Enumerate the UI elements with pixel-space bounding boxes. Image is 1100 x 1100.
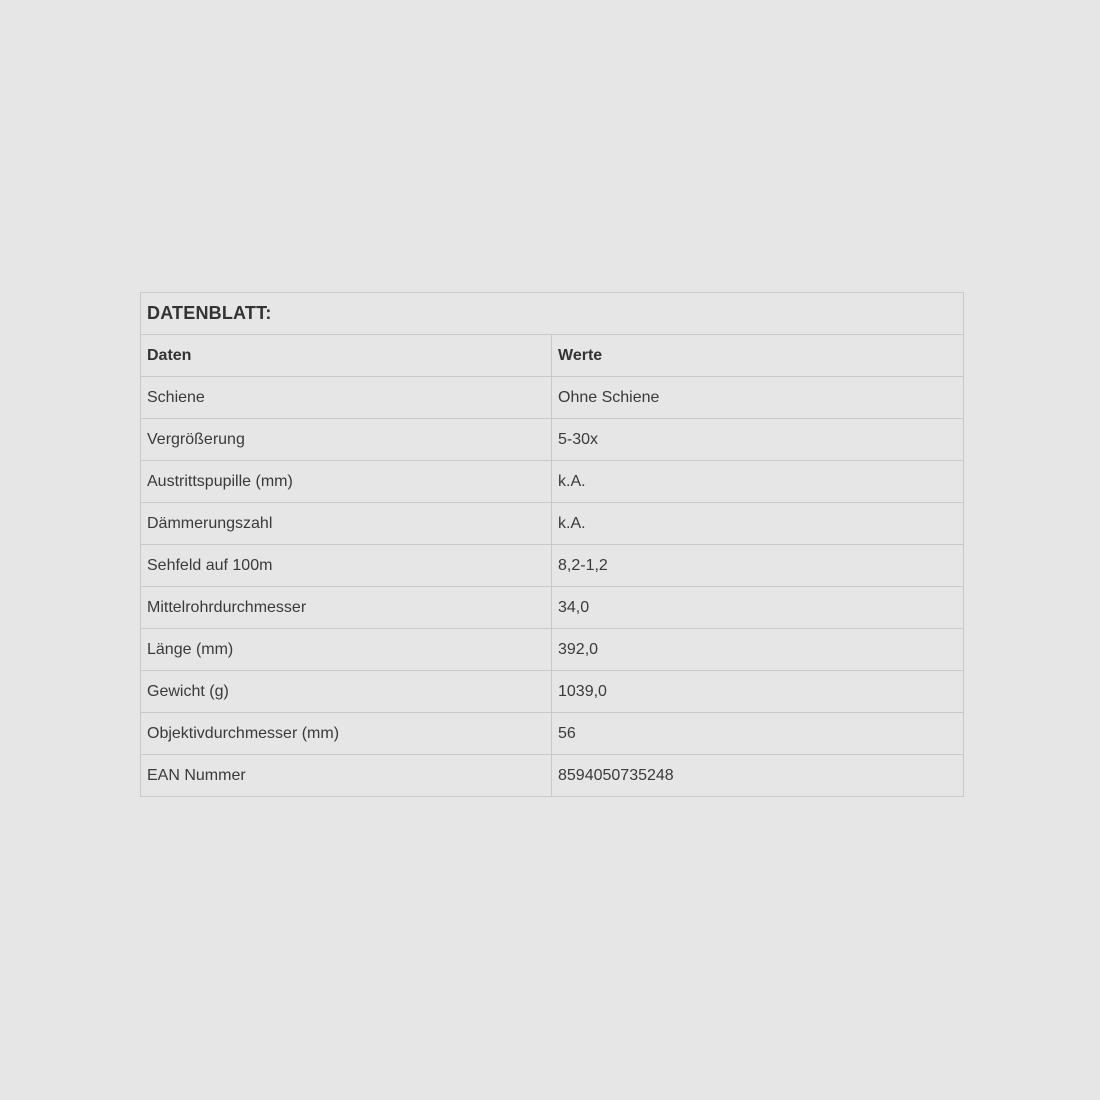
row-key: Sehfeld auf 100m [141, 545, 552, 587]
row-value: 392,0 [552, 629, 964, 671]
table-row [141, 503, 964, 545]
table-row [141, 377, 964, 419]
row-key: Austrittspupille (mm) [141, 461, 552, 503]
table-row [141, 755, 964, 797]
row-value: Ohne Schiene [552, 377, 964, 419]
row-value: 1039,0 [552, 671, 964, 713]
datasheet-title: DATENBLATT: [141, 293, 964, 335]
row-value: 34,0 [552, 587, 964, 629]
table-row [141, 461, 964, 503]
row-value: 8,2-1,2 [552, 545, 964, 587]
row-key: Schiene [141, 377, 552, 419]
row-value: 5-30x [552, 419, 964, 461]
column-header-daten: Daten [141, 335, 552, 377]
table-row [141, 629, 964, 671]
row-key: EAN Nummer [141, 755, 552, 797]
row-value: 8594050735248 [552, 755, 964, 797]
row-key: Mittelrohrdurchmesser [141, 587, 552, 629]
table-row [141, 671, 964, 713]
row-value: k.A. [552, 461, 964, 503]
row-key: Vergrößerung [141, 419, 552, 461]
table-row [141, 587, 964, 629]
row-value: k.A. [552, 503, 964, 545]
table-row [141, 545, 964, 587]
row-key: Objektivdurchmesser (mm) [141, 713, 552, 755]
datasheet-header-row [141, 335, 964, 377]
table-row [141, 419, 964, 461]
datasheet-table [140, 292, 964, 797]
row-key: Gewicht (g) [141, 671, 552, 713]
column-header-werte: Werte [552, 335, 964, 377]
datasheet-title-row [141, 293, 964, 335]
row-key: Länge (mm) [141, 629, 552, 671]
table-row [141, 713, 964, 755]
row-value: 56 [552, 713, 964, 755]
row-key: Dämmerungszahl [141, 503, 552, 545]
